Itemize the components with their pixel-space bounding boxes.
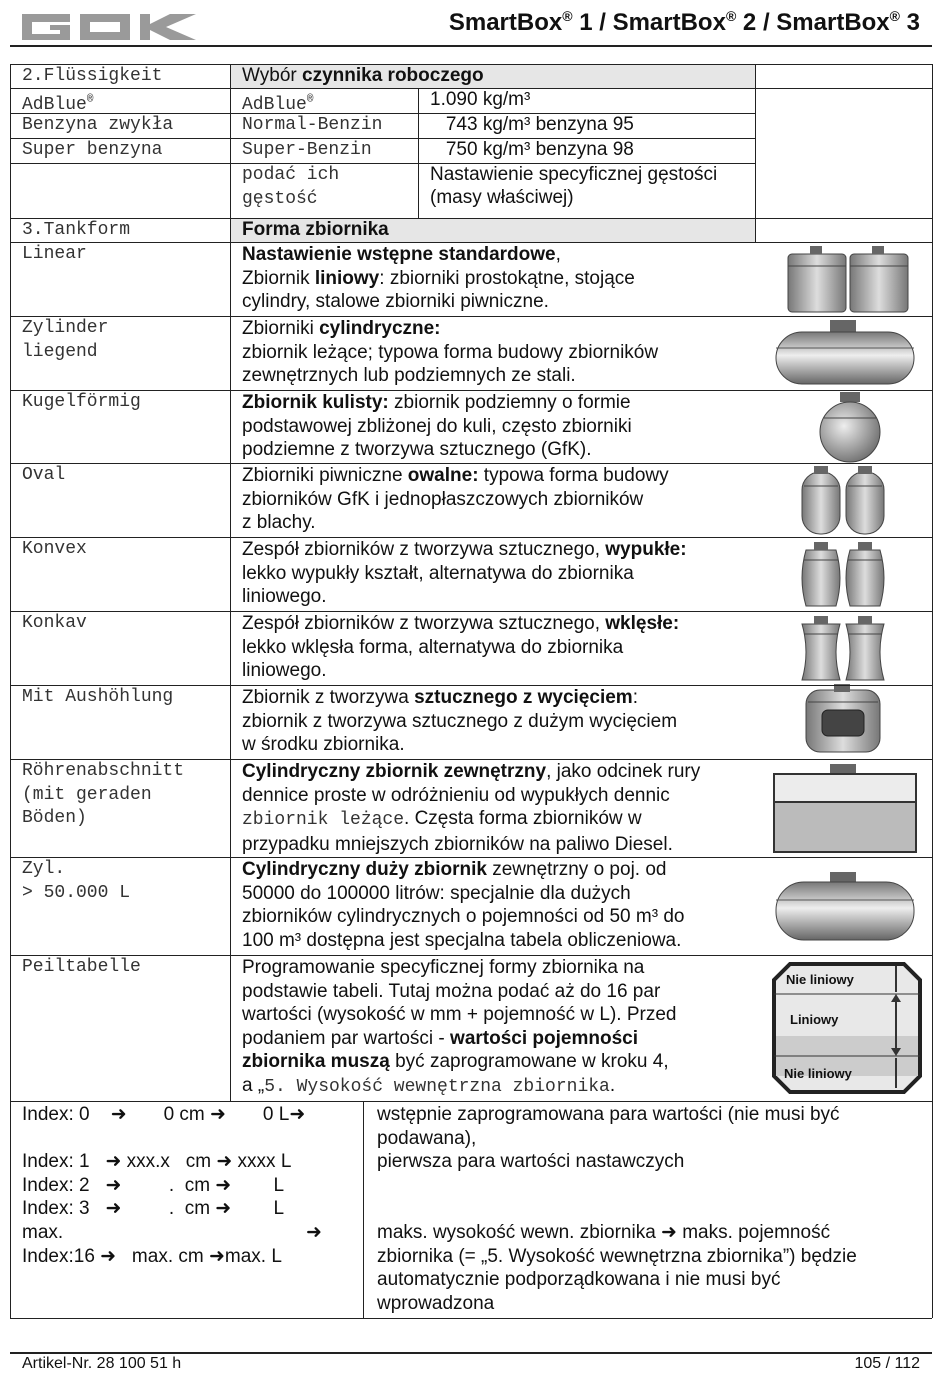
pipe-section-tank-icon <box>770 760 920 856</box>
table-rule <box>10 1318 932 1319</box>
tank-section-label: 3.Tankform <box>22 220 131 240</box>
tank-form-description <box>230 858 684 952</box>
index-line: Index: 1 ➜ xxx.x cm ➜ xxxx L <box>22 1151 292 1173</box>
gauging-table-icon <box>770 958 924 1098</box>
fluid-row-value: Nastawienie specyficznej gęstości (masy właściwej) <box>430 164 718 208</box>
gok-logo <box>20 10 200 44</box>
description-line: a „5. Wysokość wewnętrzna zbiornika. <box>242 1074 616 1097</box>
description-line: cylindry, stalowe zbiorniki piwniczne. <box>242 291 549 312</box>
table-rule <box>10 1101 932 1102</box>
fluid-row-value: 743 kg/m³ benzyna 95 <box>430 114 634 135</box>
description-line: przypadku mniejszych zbiorników na paliwo Diesel. <box>242 833 673 855</box>
description-line: Nastawienie wstępne standardowe, <box>242 244 561 265</box>
gauging-label-bottom: Nie liniowy <box>784 1066 852 1081</box>
tank-form-description <box>230 686 677 757</box>
concave-tanks-icon <box>796 612 891 684</box>
table-rule <box>10 857 932 858</box>
description-line: Zbiornik z tworzywa sztucznego z wycięciem: <box>242 687 638 708</box>
table-rule <box>10 242 932 243</box>
description-line: zbiornik leżące; typowa forma budowy zbiorników <box>242 341 659 363</box>
index-note-line: wstępnie zaprogramowana para wartości (nie musi być <box>377 1104 840 1125</box>
table-rule <box>418 88 419 218</box>
description-line: zbiorników cylindrycznych o pojemności od 50 m³ do <box>242 906 685 927</box>
tank-form-description <box>230 391 632 462</box>
tank-form-description <box>230 956 676 1099</box>
linear-tanks-icon <box>780 244 915 316</box>
table-rule <box>230 64 231 1101</box>
description-line: Cylindryczny zbiornik zewnętrzny, jako odcinek rury <box>242 761 701 782</box>
description-line: Zbiornik kulisty: zbiornik podziemny o formie <box>242 392 631 413</box>
table-rule <box>10 463 932 464</box>
tank-form-name: Mit Aushöhlung <box>22 687 174 707</box>
description-line: podstawowej zbliżonej do kuli, często zbiorniki <box>242 415 632 437</box>
description-line: Zbiornik liniowy: zbiorniki prostokątne, stojące <box>242 267 635 289</box>
description-line: zbiorników GfK i jednopłaszczowych zbiorników <box>242 488 644 510</box>
tank-form-description <box>230 243 635 314</box>
tank-section-title: Forma zbiornika <box>242 219 389 240</box>
fluid-row-code: AdBlue® <box>242 94 314 115</box>
description-line: podziemne z tworzywa sztucznego (GfK). <box>242 439 592 460</box>
description-line: z blachy. <box>242 512 316 533</box>
index-line: max. ➜ <box>22 1222 322 1243</box>
tank-form-name: Konvex <box>22 539 87 559</box>
oval-tanks-icon <box>796 464 891 536</box>
fluid-row-code: Normal-Benzin <box>242 115 383 135</box>
description-line: Zbiorniki cylindryczne: <box>242 318 441 339</box>
description-line: w środku zbiornika. <box>242 734 405 755</box>
hollowed-tank-icon <box>800 684 885 756</box>
table-rule <box>363 1101 364 1318</box>
index-line: Index:16 ➜ max. cm ➜max. L <box>22 1245 282 1267</box>
convex-tanks-icon <box>796 538 891 610</box>
gauging-label-top: Nie liniowy <box>786 972 854 987</box>
fluid-row-code: Super-Benzin <box>242 140 372 160</box>
tank-form-name: Linear <box>22 244 87 264</box>
fluid-row-value: 1.090 kg/m³ <box>430 89 531 110</box>
table-rule <box>10 88 932 89</box>
description-line: liniowego. <box>242 586 327 607</box>
tank-form-name: Peiltabelle <box>22 957 141 977</box>
fluid-section-label: 2.Flüssigkeit <box>22 66 163 86</box>
table-rule <box>10 163 755 164</box>
description-line: wartości (wysokość w mm + pojemność w L). Przed <box>242 1004 677 1025</box>
description-line: 100 m³ dostępna jest specjalna tabela obliczeniowa. <box>242 929 682 951</box>
description-line: Zespół zbiorników z tworzywa sztucznego, wypukłe: <box>242 539 687 560</box>
table-rule <box>10 390 932 391</box>
document-title: SmartBox® 1 / SmartBox® 2 / SmartBox® 3 <box>448 8 920 36</box>
table-rule <box>10 64 932 65</box>
fluid-section-title: Wybór czynnika roboczego <box>242 65 484 86</box>
description-line: Cylindryczny duży zbiornik zewnętrzny o poj. od <box>242 859 667 880</box>
table-rule <box>755 64 756 242</box>
description-line: lekko wklęsła forma, alternatywa do zbiornika <box>242 636 624 658</box>
index-note-line: pierwsza para wartości nastawczych <box>377 1151 685 1173</box>
description-line: podaniem par wartości - wartości pojemności <box>242 1027 638 1049</box>
table-rule <box>10 685 932 686</box>
index-note-line: automatycznie podporządkowana i nie musi być <box>377 1269 781 1291</box>
table-rule <box>10 138 755 139</box>
tank-form-name: Konkav <box>22 613 87 633</box>
description-line: dennice proste w odróżnieniu od wypukłych dennic <box>242 784 670 806</box>
table-rule <box>10 759 932 760</box>
page-number: 105 / 112 <box>854 1355 920 1372</box>
table-rule <box>10 611 932 612</box>
tank-form-name: Oval <box>22 465 66 485</box>
table-rule <box>932 64 933 1318</box>
description-line: zewnętrznych lub podziemnych ze stali. <box>242 365 576 386</box>
large-cylinder-tank-icon <box>770 860 920 956</box>
tank-form-description <box>230 317 658 388</box>
header-divider <box>10 45 932 47</box>
table-rule <box>10 113 755 114</box>
description-line: liniowego. <box>242 660 327 681</box>
fluid-row-name: AdBlue® <box>22 94 94 115</box>
tank-form-name: Zyl. > 50.000 L <box>22 859 131 903</box>
description-line: Zespół zbiorników z tworzywa sztucznego, wklęsłe: <box>242 613 680 634</box>
table-rule <box>10 64 11 1318</box>
tank-form-description <box>230 612 679 683</box>
index-note-line: maks. wysokość wewn. zbiornika ➜ maks. pojemność <box>377 1222 831 1243</box>
horizontal-cylinder-tank-icon <box>770 318 920 390</box>
tank-form-name: Zylinder liegend <box>22 318 109 362</box>
table-rule <box>10 218 932 219</box>
index-note-line: zbiornika (= „5. Wysokość wewnętrzna zbiornika”) będzie <box>377 1245 857 1267</box>
fluid-row-code: podać ich gęstość <box>242 165 340 209</box>
description-line: lekko wypukły kształt, alternatywa do zbiornika <box>242 562 634 584</box>
article-number: Artikel-Nr. 28 100 51 h <box>22 1355 182 1372</box>
tank-form-name: Röhrenabschnitt (mit geraden Böden) <box>22 761 185 828</box>
table-rule <box>10 537 932 538</box>
description-line: zbiornik z tworzywa sztucznego z dużym wycięciem <box>242 710 678 732</box>
fluid-row-name: Super benzyna <box>22 140 163 160</box>
fluid-row-name: Benzyna zwykła <box>22 115 174 135</box>
spherical-tank-icon <box>810 392 890 464</box>
gauging-label-mid: Liniowy <box>790 1012 839 1027</box>
index-note-line: podawana), <box>377 1127 477 1149</box>
tank-form-name: Kugelförmig <box>22 392 141 412</box>
footer-divider <box>10 1352 932 1354</box>
description-line: podstawie tabeli. Tutaj można podać aż do 16 par <box>242 980 661 1002</box>
description-line: 50000 do 100000 litrów: specjalnie dla dużych <box>242 882 631 904</box>
tank-form-description <box>230 760 700 856</box>
table-rule <box>10 316 932 317</box>
description-line: Programowanie specyficznej formy zbiornika na <box>242 957 645 978</box>
description-line: zbiornika muszą być zaprogramowane w kroku 4, <box>242 1051 669 1072</box>
description-line: Zbiorniki piwniczne owalne: typowa forma budowy <box>242 465 669 486</box>
index-line: Index: 3 ➜ . cm ➜ L <box>22 1198 285 1220</box>
table-rule <box>10 955 932 956</box>
description-line: zbiornik leżące. Częsta forma zbiorników w <box>242 808 642 830</box>
index-note-line: wprowadzona <box>377 1292 495 1314</box>
index-line: Index: 2 ➜ . cm ➜ L <box>22 1174 285 1196</box>
fluid-row-value: 750 kg/m³ benzyna 98 <box>430 139 634 160</box>
tank-form-description <box>230 538 687 609</box>
tank-form-description <box>230 464 669 535</box>
index-line: Index: 0 ➜ 0 cm ➜ 0 L➜ <box>22 1104 306 1125</box>
